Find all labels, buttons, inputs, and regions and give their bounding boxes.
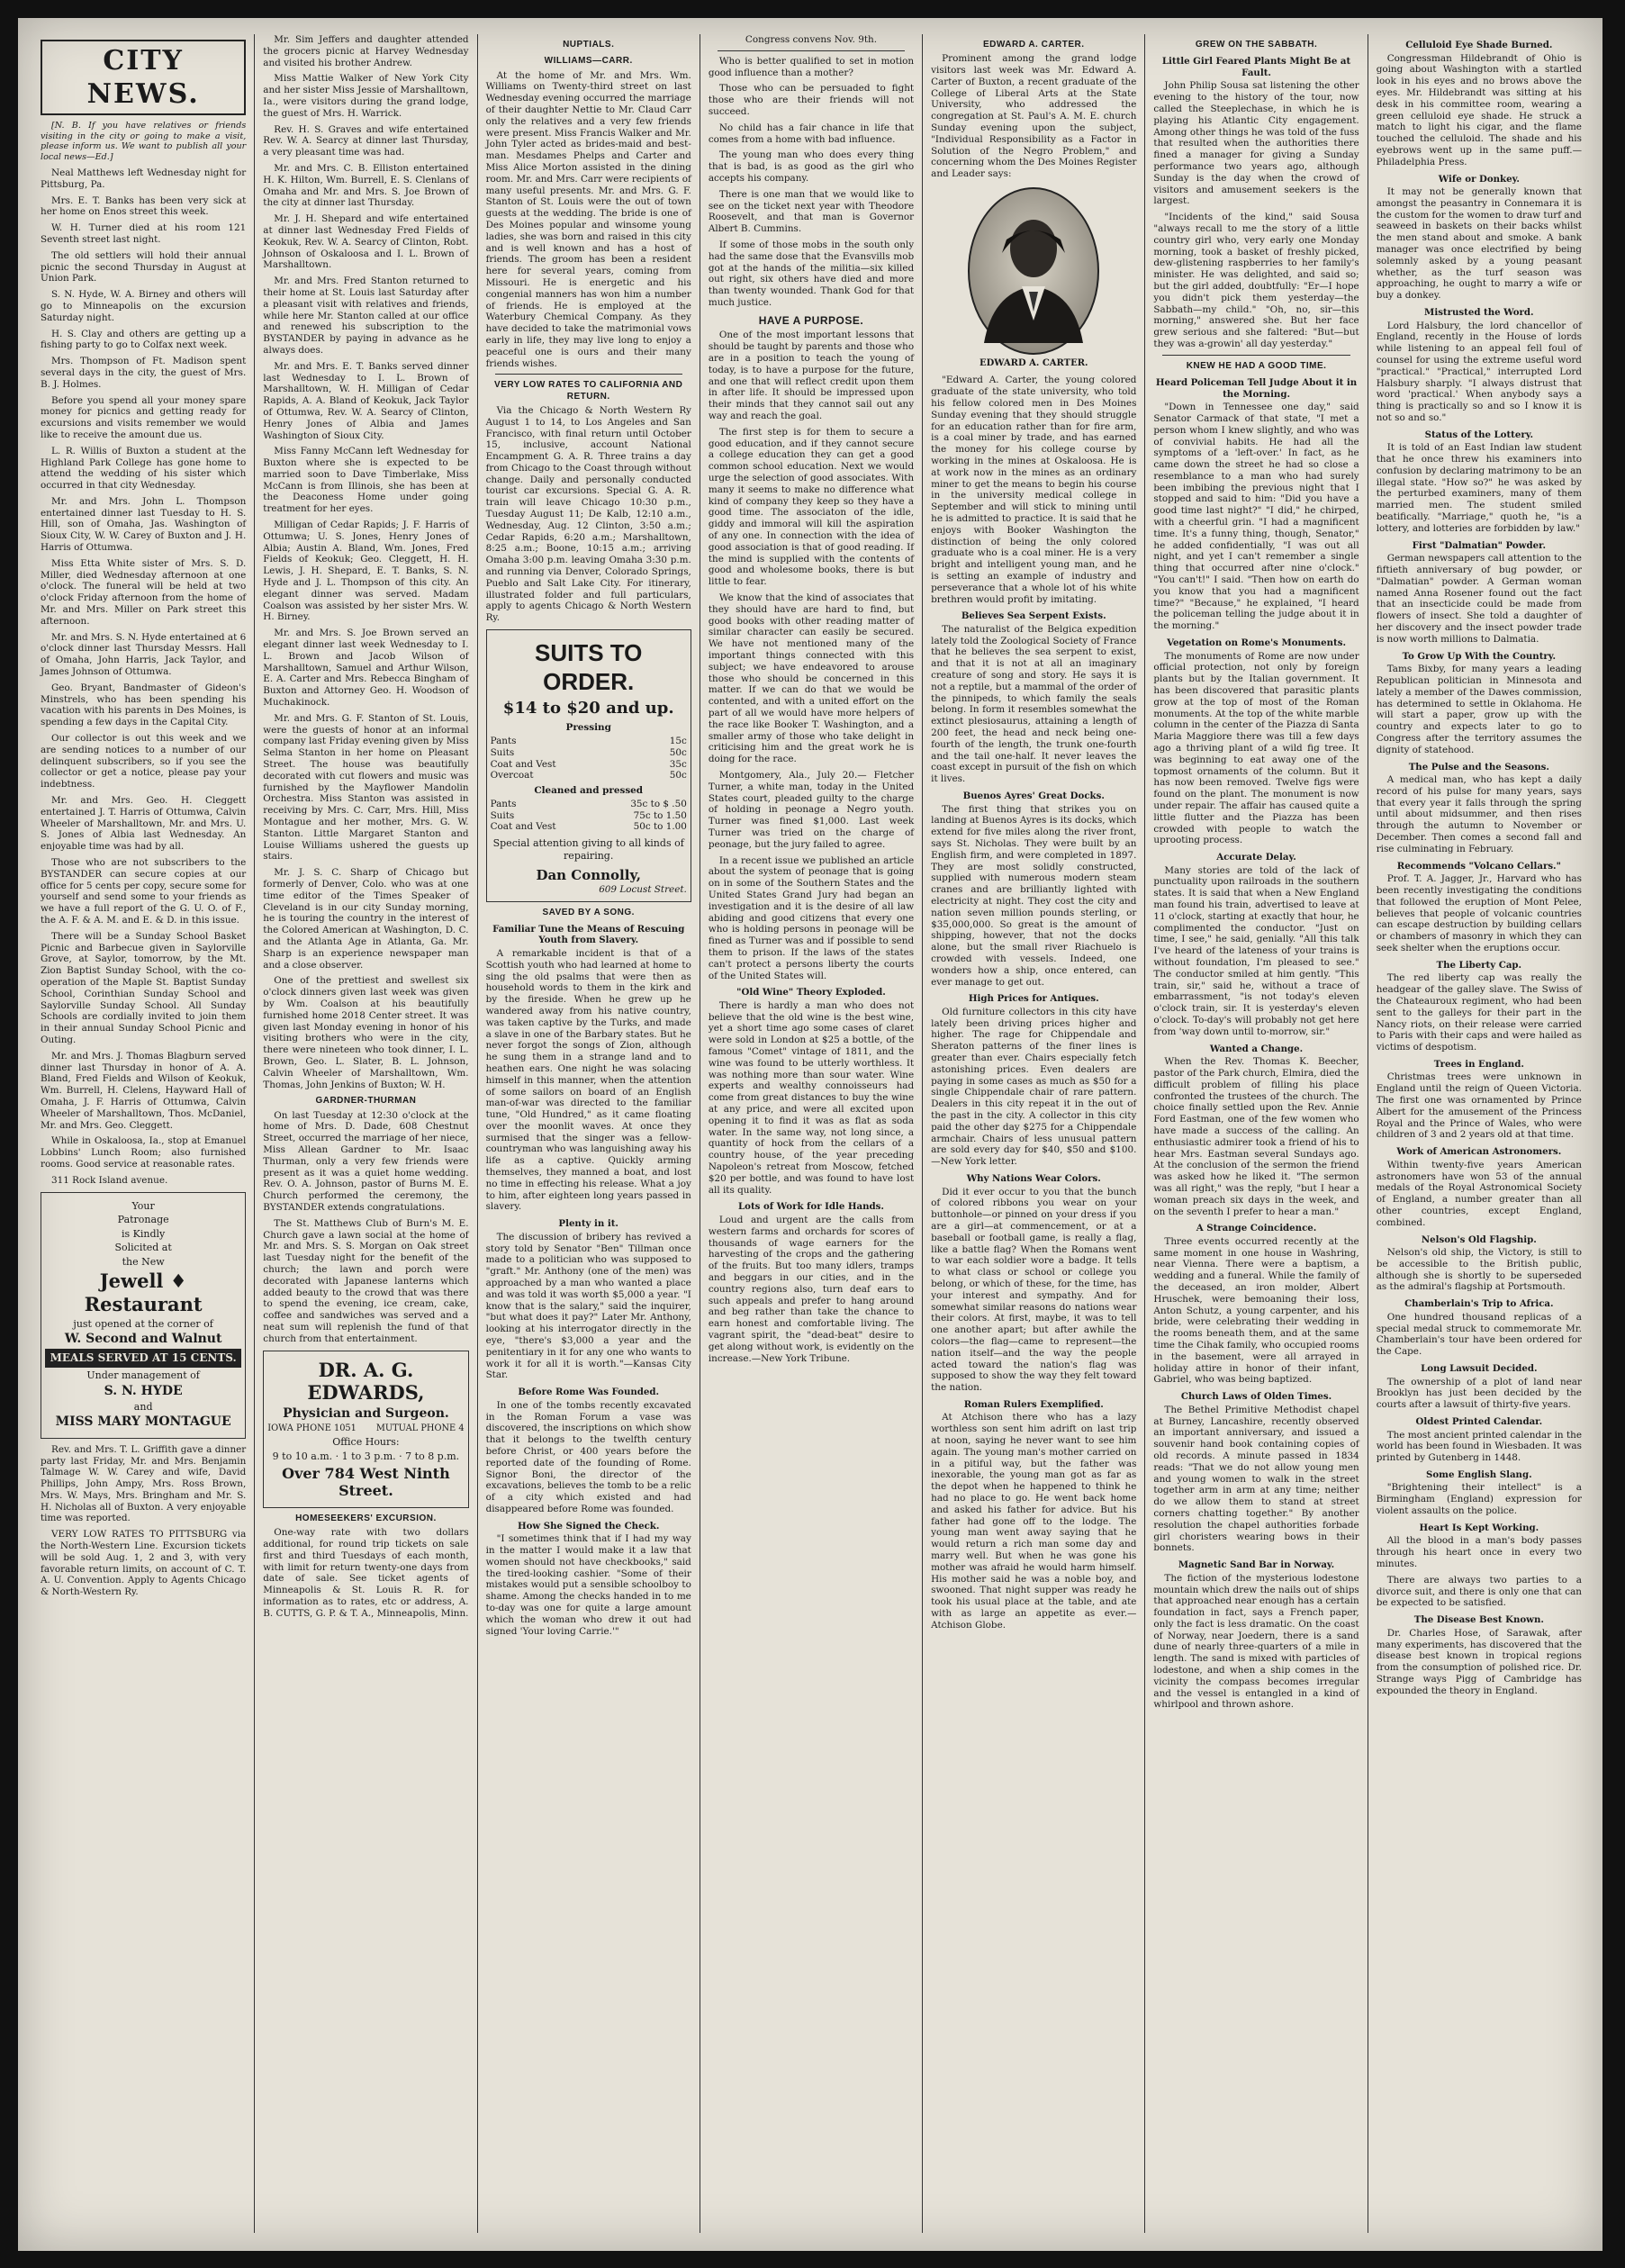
- column-1: [32, 34, 255, 2233]
- item-heading: Wife or Donkey.: [1438, 173, 1520, 185]
- item-text: Congressman Hildebrandt of Ohio is going about Washington with a startled look in his eyes and no brows above the eyes. Mr. Hildebrandt was sitting at his desk in his committee room, wearing a green celluloid eye shade. He struck a match to light his cigar, and the flame touched the celluloid. The shade and his eyebrows went up in the same puff.—Philadelphia Press.: [1376, 52, 1582, 167]
- price-row: [491, 821, 687, 833]
- sabbath-text-2: "Incidents of the kind," said Sousa "always recall to me the story of a little country girl who, very early one Monday morning, took a basket of freshly picked, dew-glistening raspberries to her family's minister. He was delighted, and said so; but the girl added, doubtfully: "Er—I hope you didn't pick them yesterday—the Sabbath—my child." "Oh, no, sir—this morning," answered she. But her face grew serious and she faltered: "But—but they was a-growin' all day yesterday.": [1153, 212, 1359, 349]
- news-item: Mr. and Mrs. S. Joe Brown served an elegant dinner last week Wednesday to I. L. Brown and Jacob Wilson of Marshalltown, Samuel and Arthur Wilson, E. A. Carter and Mrs. Rebecca Bingham of Buxton and Attorney Geo. H. Woodson of Muchakinock.: [263, 628, 469, 709]
- city-news-title: CITY NEWS.: [86, 45, 200, 110]
- news-item: Milligan of Cedar Rapids; J. F. Harris of Ottumwa; U. S. Jones, Henry Jones of Albia; Austin A. Bland, Wm. Jones, Fred Fields of Keokuk; Geo. Cleggett, H. H. Lewis, J. H. Shepard, E. T. Banks, S. N. Hyde and J. L. Thompson of this city. An elegant dinner was served. Madam Coalson was assisted by her sister Mrs. W. H. Birney.: [263, 520, 469, 623]
- news-item: Mrs. E. T. Banks has been very sick at her home on Enos street this week.: [41, 194, 247, 218]
- sand-bar-text: The fiction of the mysterious lodestone mountain which drew the nails out of ships that approached near enough has a certain foundation in fact, says a French paper, only the fact is less dramatic. On the coast of Norway, near Joedern, there is a sand dune of nearly three-quarters of a mile in length. The sand is mixed with particles of lodestone, and when a ship comes in the vicinity the compass becomes irregular and the vessel is entangled in a kind of whirlpool and thrown ashore.: [1153, 1572, 1359, 1711]
- item-heading: Oldest Printed Calendar.: [1415, 1415, 1543, 1427]
- price-row: [491, 799, 687, 810]
- delay-heading: Accurate Delay.: [1216, 852, 1296, 863]
- vegetation-heading: Vegetation on Rome's Monuments.: [1167, 637, 1346, 649]
- signed-check-text: "I sometimes think that if I had my way in the matter I would make it a law that women should not have checkbooks," said the tired-looking cashier. "Some of their mistakes would put a sensible schoolboy to shame. Among the checks handed in to me to-day was one for quite a large amount which the woman who drew it out had signed 'Your loving Carrie.'": [485, 1533, 691, 1637]
- restaurant-name: Jewell ♦ Restaurant: [84, 1270, 203, 1315]
- news-item: Our collector is out this week and we are sending notices to a number of our delinquent subscribers, so if you see the collector or get a notice, please pay your indebtness.: [41, 733, 247, 791]
- item-heading: Nelson's Old Flagship.: [1421, 1233, 1537, 1245]
- ad-and: and: [133, 1400, 153, 1413]
- change-heading: Wanted a Change.: [1209, 1043, 1304, 1054]
- colors-heading: Why Nations Wear Colors.: [966, 1173, 1101, 1184]
- portrait-caption: EDWARD A. CARTER.: [979, 358, 1088, 369]
- price-item: Pants: [490, 735, 517, 746]
- roman-rulers-text: At Atchison there who has a lazy worthless son sent him adrift on last trip at noon, saying he never want to see him again. The young man's mother carried on in a pitiful way, but the father was inexorable, the young man got as far as the depot when he happened to think he had no place to go. He went back home and asked his father for advice. But his father had gone off to the lodge. The young man went away saying that he would return a rich man some day and marry well. But when he was gone his mother was afraid he would harm himself. His mother said he was a noble boy, and swooned. That night supper was ready he took his usual place at the table, and ate with as large an appetite as ever.—Atchison Globe.: [931, 1412, 1137, 1631]
- item-heading: Mistrusted the Word.: [1424, 307, 1534, 319]
- item-heading: Recommends "Volcano Cellars.": [1396, 860, 1561, 872]
- idle-hands-heading: Lots of Work for Idle Hands.: [738, 1201, 884, 1213]
- ad-line: Your: [131, 1199, 155, 1212]
- item-text: Prof. T. A. Jagger, Jr., Harvard who has been recently investigating the conditions that followed the eruption of Mont Pelee, believes that people of volcanic countries can escape destruction by building cellars or chambers of masonry in which they can seek shelter when the eruptions occur.: [1376, 873, 1582, 953]
- doctor-address: Over 784 West Ninth Street.: [282, 1464, 450, 1500]
- california-rates-heading: VERY LOW RATES TO CALIFORNIA AND RETURN.: [494, 380, 683, 402]
- williams-carr-text: At the home of Mr. and Mrs. Wm. Williams on Twenty-third street on last Wednesday evening occurred the marriage of their daughter Nettie to Mr. Claud Carr only the relatives and a very few friends were present. Miss Francis Walker and Mr. John Tyler acted as brides-maid and best-man. Mesdames Phelps and Carter and Miss Alice Morton assisted in the dining room. Mr. and Mrs. Carr were recipients of many useful presents. Mr. and Mrs. G. F. Stanton of St. Louis were the out of town guests at the wedding. The bride is one of Des Moines popular and winsome young ladies, she was born and raised in this city and is well known and has a host of friends. The groom has been a resident here for several years, coming from Missouri. He is energetic and his congenial manners has won him a number of friends. He is employed at the Waterbury Chemical Company. As they have decided to take the matrimonial vows early in life, they may live long to enjoy a peaceful one is ours and their many friends wishes.: [485, 69, 691, 369]
- item-text: Nelson's old ship, the Victory, is still to be accessible to the British public, although she is shortly to be superseded as the admiral's flagship at Portsmouth.: [1376, 1247, 1582, 1293]
- portrait-image: [966, 185, 1101, 357]
- church-laws-text: The Bethel Primitive Methodist chapel at Burney, Lancashire, recently observed an important anniversary, and issued a souvenir hand book containing copies of old records. A minute passed in 1834 reads: "That we do not allow young men and young women to walk in the street together arm in arm at any time; neither do we allow them to stand at street corners chatting together." By another resolution the chapel authorities forbade girl choristers wearing bows in their bonnets.: [1153, 1404, 1359, 1554]
- price-row: [491, 810, 687, 822]
- item-text: The red liberty cap was really the headgear of the galley slave. The Swiss of the Chateauroux regiment, who had been sent to the galleys for their part in the Nancy riots, on their release were carried to Paris with their caps and were hailed as victims of despotism.: [1376, 972, 1582, 1053]
- price-item: Coat and Vest: [490, 821, 556, 833]
- cleaned-prices: [491, 799, 687, 833]
- item-heading: First "Dalmatian" Powder.: [1412, 539, 1547, 551]
- dr-edwards-ad: [263, 1351, 468, 1508]
- price-item: Suits: [490, 809, 515, 821]
- price-item: Coat and Vest: [490, 758, 556, 770]
- news-item: VERY LOW RATES TO PITTSBURG via the North-Western Line. Excursion tickets will be sold Aug. 1, 2 and 3, with very favorable return limits, on account of C. T. A. U. Convention. Apply to Agents Chicago & North-Western Ry.: [41, 1529, 247, 1598]
- ad-person: MISS MARY MONTAGUE: [55, 1414, 231, 1430]
- purpose-paragraph: In a recent issue we published an article about the system of peonage that is going on in some of the Southern States and the United States Grand Jury had began an investigation and it is the desire of all law abiding and good citizens that every one who is holding persons in peonage will be fined as Turner was and if possible to send them to prison. If the laws of the states can't protect a persons liberty the courts of the United States will.: [708, 854, 915, 981]
- item-text: The most ancient printed calendar in the world has been found in Wiesbaden. It was printed by Gutenberg in 1448.: [1376, 1429, 1582, 1464]
- newspaper-page: [18, 18, 1602, 2251]
- news-item: Miss Mattie Walker of New York City and her sister Miss Jessie of Marshalltown, Ia., were visitors during the grand lodge, the guest of Mrs. H. Warrick.: [263, 73, 469, 119]
- item-text: Lord Halsbury, the lord chancellor of England, recently in the House of lords while listening to an appeal fell foul of counsel for using the extreme useful word "practical." "Practical," interrupted Lord Halsbury sharply. "I always distrust that word 'practical.' When anybody says a thing is practically so and so I know it is not so and so.": [1376, 320, 1582, 423]
- ad-line: the New: [122, 1255, 165, 1268]
- sabbath-subheading: Little Girl Feared Plants Might Be at Fault.: [1161, 56, 1351, 78]
- doctor-title: Physician and Surgeon.: [283, 1406, 449, 1422]
- coincidence-text: Three events occurred recently at the same moment in one house in Washring, near Vienna. There were a baptism, a wedding and a funeral. While the family of the deceased, an iron molder, Albert Hruschek, were bemoaning their loss, Anton Schutz, a young carpenter, and his bride, were celebrating their wedding in the rooms beneath them, and at the same time the Cihak family, who occupied rooms in the basement, were all arrayed in holiday attire in honor of their infant, Gabriel, who was being baptized.: [1153, 1235, 1359, 1386]
- news-item: Mr. and Mrs. John L. Thompson entertained dinner last Tuesday to H. S. Hill, son of Omaha, Jas. Washington of Sioux City, W. W. Carey of Buxton and J. H. Harris of Ottumwa.: [41, 495, 247, 554]
- news-item: Miss Etta White sister of Mrs. S. D. Miller, died Wednesday afternoon at one o'clock. The funeral will be held at two o'clock Friday afternoon from the home of Mr. and Mrs. Miller on Park street this afternoon.: [41, 557, 247, 627]
- city-news-header: [41, 40, 246, 115]
- vegetation-text: The monuments of Rome are now under official protection, not only by foreign plants but by the Italian government. It has been discovered that parasitic plants grow at the top of most of the Roman monuments. At the top of the white marble column in the center of the Piazza di Santa Maria Maggiore there was till a few days ago a thriving plant of a wild fig tree. It was beginning to eat away one of the topmost ornaments of the column. But it has now been removed. Twelve figs were found on the plant. The monument is now under repair. The affair has caused quite a little flutter and the Piazza has been crowded with people to watch the uprooting process.: [1153, 650, 1359, 846]
- editorial-item: If some of those mobs in the south only had the same dose that the Evansvills mob got at the hands of the militia—six killed out right, six others have died and more than twenty wounded. Thank God for that much justice.: [708, 239, 915, 308]
- saved-by-song-subheading: Familiar Tune the Means of Rescuing Youth from Slavery.: [492, 923, 685, 946]
- ad-management: Under management of: [86, 1369, 200, 1382]
- carter-portrait: [931, 185, 1136, 357]
- column-3: [478, 34, 700, 2233]
- item-text: One hundred thousand replicas of a special medal struck to commemorate Mr. Chamberlain's tour have been ordered for the Cape.: [1376, 1311, 1582, 1358]
- price-value: 15c: [669, 735, 687, 746]
- purpose-paragraph: The first step is for them to secure a good education, and if they cannot secure a college education they can get a good common school education. Next we would urge the selection of good associates. With many it seems to make no difference what kind of company they keep so they have a good time. The associaton of the idle, giddy and immoral will kill the aspiration of any one. In connection with the idea of good association is that of good reading. If the mind is supplied with the contents of good and wholesome books, there is but little to fear.: [708, 426, 915, 588]
- carter-body: "Edward A. Carter, the young colored graduate of the state university, who told his fellow colored men in Des Moines Sunday evening that they should struggle for an education rather than for fire arm, is a coal miner by trade, and has earned the money for his college course by working in the mines at Oskaloosa. He is at work now in the mines as an ordinary miner to get the means to begin his course in the university medical college in September and will stick to mining until he is admitted to practice. It is said that he enjoys with Booker Washington the distinction of being the only colored graduate who is a coal miner. He is a very bright and intelligent young man, and he is setting an example of industry and perseverance that a whole lot of his white brethren would profit by imitating.: [931, 375, 1137, 605]
- item-heading: Work of American Astronomers.: [1396, 1146, 1562, 1158]
- price-value: 50c to 1.00: [633, 821, 687, 833]
- columns: [32, 34, 1590, 2233]
- sabbath-heading: GREW ON THE SABBATH.: [1195, 40, 1318, 50]
- carter-heading: EDWARD A. CARTER.: [982, 40, 1085, 50]
- carter-intro: Prominent among the grand lodge visitors last week was Mr. Edward A. Carter of Buxton, a recent graduate of the College of Liberal Arts at the State University, who addressed the congregation at St. Paul's A. M. E. church Sunday evening upon the subject, "Individual Responsibility as a Factor in Solution of the Negro Problem," and concerning whom the Des Moines Register and Leader says:: [931, 53, 1137, 180]
- purpose-paragraph: One of the most important lessons that should be taught by parents and those who are in a position to teach the young of today, is to have a purpose for the future, and one that will reflect credit upon them in after life. It should be impressed upon their minds that they cannot sail out any way and reach the goal.: [708, 330, 915, 422]
- divider: [495, 374, 682, 375]
- item-heading: Status of the Lottery.: [1424, 429, 1534, 440]
- mutual-phone: MUTUAL PHONE 4: [375, 1423, 465, 1434]
- purpose-paragraph: Montgomery, Ala., July 20.— Fletcher Turner, a white man, today in the United States court, pleaded guilty to the charge of holding in peonage a Negro youth. Turner was fined $1,000. Last week Turner was tried on the charge of peonage, but the jury failed to agree.: [708, 769, 915, 850]
- news-item: Those who are not subscribers to the BYSTANDER can secure copies at our office for 5 cents per copy, secure some for yourself and send some to your friends as we have a full report of the G. U. O. of F., the A. F. & A. M. and E. & D. in this issue.: [41, 857, 247, 926]
- price-item: Suits: [490, 746, 515, 758]
- after-ad-items: [41, 1444, 246, 1598]
- purpose-paragraph: We know that the kind of associates that they should have are hard to find, but good books with other reading matter of similar character can easily be secured. We have not mentioned many of the important things connected with this subject; we have endeavored to arouse those who should be concerned in this matter. If we can do that we would be contented, and with a united effort on the part of all we would have more helpers of the race like Booker T. Washington, and a smaller army of those who take delight in criticising him and the great work he is doing for the race.: [708, 592, 915, 765]
- office-hours-label: Office Hours:: [332, 1436, 400, 1449]
- news-item: Mr. and Mrs. C. B. Elliston entertained H. K. Hilton, Wm. Burrell, E. S. Clenlans of Omaha and Mr. and Mrs. S. Joe Brown of the city at dinner last Thursday.: [263, 162, 469, 209]
- item-text: Christmas trees were unknown in England until the reign of Queen Victoria. The first one was ornamented by Prince Albert for the amusement of the Princess Royal and the Prince of Wales, who were children of 3 and 2 years old at that time.: [1376, 1071, 1582, 1141]
- item-text: Tams Bixby, for many years a leading Republican politician in Minnesota and lately a member of the Dawes commission, has determined to settle in Oklahoma. He will start a paper, grow up with the country and expects later to go to Congress after the territory assumes the dignity of statehood.: [1376, 664, 1582, 755]
- shop-name: Dan Connolly,: [536, 867, 641, 884]
- news-item: Mr. and Mrs. J. Thomas Blagburn served dinner last Thursday in honor of A. A. Bland, Fred Fields and Wilson of Keokuk, Wm. Burrell, H. Clelens, Hayward Hall of Omaha, J. F. Harris of Ottumwa, Calvin Wheeler of Marshalltown, Thos. McDaniel, Mr. and Mrs. Geo. Cleggett.: [41, 1050, 247, 1131]
- news-item: There will be a Sunday School Basket Picnic and Barbecue given in Saylorville Grove, at Saylor, tomorrow, by the Mt. Zion Baptist Sunday School, with the co-operation of the Maple St. Baptist Sunday School, Corinthian Sunday School and Saylorville Sunday School. All Sunday Schools are cordially invited to join them in their annual Sunday School Picnic and Outing.: [41, 930, 247, 1045]
- saved-by-song-text: A remarkable incident is that of a Scottish youth who had learned at home to sing the old psalms that were then as household words to them in the kirk and by the fireside. When he grew up he wandered away from his native country, was taken captive by the Turks, and made a slave in one of the Barbary states. But he never forgot the songs of Zion, although he sung them in a strange land and to heathen ears. One night he was solacing himself in this manner, when the attention of some sailors on board of an English man-of-war was directed to the familiar tune, "Old Hundred," as it came floating over the moonlit waves. At once they surmised that the singer was a fellow-countryman who was languishing away his life as a captive. Quickly arming themselves, they manned a boat, and lost no time in effecting his release. What a joy to him, after eighteen long years passed in slavery.: [485, 947, 691, 1213]
- suits-title: SUITS TO ORDER.: [534, 639, 643, 696]
- plenty-text: The discussion of bribery has revived a story told by Senator "Ben" Tillman once made to a politician who was supposed to "graft." Mr. Anthony (one of the men) was approached by a man who wanted a place and was told it was worth $5,000 a year. "I know that is the salary," said the inquirer, "but what does it pay?" Later Mr. Anthony, looking at his interrogator directly in the eye, "there's $3,000 a year and the penitentiary in it for any one who wants to work it for all it is worth."—Kansas City Star.: [485, 1231, 691, 1381]
- news-item: Mr. and Mrs. G. F. Stanton of St. Louis, were the guests of honor at an informal company last Friday evening given by Miss Selma Stanton in her home on Pleasant Street. The house was beautifully decorated with cut flowers and music was furnished by the Mayflower Mandolin Orchestra. Miss Stanton was assisted in receiving by Mrs. C. Carr, Mrs. Hill, Miss Montague and her mother, Mrs. G. W. Stanton. Little Margaret Stanton and Louise Williams ushered the guests up stairs.: [263, 712, 469, 863]
- rome-text: In one of the tombs recently excavated in the Roman Forum a vase was discovered, the inscriptions on which show that it belongs to the twelfth century before Christ, or 400 years before the reported date of the founding of Rome. Signor Boni, the director of the excavations, believes the tomb to be a relic of a city which existed and had disappeared before Rome was founded.: [485, 1399, 691, 1514]
- ad-opened: just opened at the corner of: [73, 1317, 213, 1330]
- price-value: 50c: [669, 746, 687, 758]
- news-item: L. R. Willis of Buxton a student at the Highland Park College has gone home to attend the wedding of his sister which occurred in that city Wednesday.: [41, 445, 247, 492]
- price-value: 50c: [669, 770, 687, 782]
- item-heading: Chamberlain's Trip to Africa.: [1404, 1298, 1554, 1310]
- serpent-text: The naturalist of the Belgica expedition lately told the Zoological Society of France that he believes the sea serpent to exist, and that it is not at all an imaginary creature of song and story. He says it is not a reptile, but a mammal of the order of the pinnipeds, to which family the seals belong. In form it resembles somewhat the extinct plesiosaurus, attaining a length of 200 feet, the head and neck being one-fourth of the length, the trunk one-fourth and the tail one-half. It never leaves the coast except in pursuit of the fish on which it lives.: [931, 623, 1137, 785]
- news-item: H. S. Clay and others are getting up a fishing party to go to Colfax next week.: [41, 328, 247, 351]
- column-5: [923, 34, 1145, 2233]
- item-text: A medical man, who has kept a daily record of his pulse for many years, says that every year it falls through the spring until about midsummer, and then rises through the autumn to November or December. Then comes a second fall and rise culminating in February.: [1376, 774, 1582, 854]
- news-item: Neal Matthews left Wednesday night for Pittsburg, Pa.: [41, 167, 247, 190]
- church-laws-heading: Church Laws of Olden Times.: [1180, 1391, 1332, 1403]
- change-text: When the Rev. Thomas K. Beecher, pastor of the Park church, Elmira, died the difficult problem of filling his place confronted the trustees of the church. The choice finally settled upon the Rev. Annie Ford Eastman, one of the few women who have made a success of the calling. An enthusiastic admirer took a friend of his to hear Mrs. Eastman several Sundays ago. At the conclusion of the sermon the friend was asked how he liked it. "The sermon was all right," was the reply, "but I hear a woman preach six days in the week, and on the seventh I prefer to hear a man.": [1153, 1056, 1359, 1217]
- nuptials-heading: NUPTIALS.: [563, 40, 615, 50]
- news-item: 311 Rock Island avenue.: [51, 1174, 168, 1186]
- editorial-item: Those who can be persuaded to fight those who are their friends will not succeed.: [708, 83, 915, 117]
- shop-address: 609 Locust Street.: [599, 883, 687, 895]
- sabbath-text-1: John Philip Sousa sat listening the other evening to the history of the tour, now called the Steeplechase, in which he is playing his Atlantic City engagement. Among other things he was told of the fuss that resulted when the authorities there fined a manager for giving a Sunday performance two years ago, although Sunday is the day when the crowd of visitors and amusement seekers is the largest.: [1153, 80, 1359, 207]
- editorial-item: The young man who does every thing that is bad, is as good as the girl who accepts his company.: [708, 149, 915, 184]
- item-text: All the blood in a man's body passes through his heart once in every two minutes.: [1376, 1535, 1582, 1569]
- sand-bar-heading: Magnetic Sand Bar in Norway.: [1178, 1559, 1335, 1571]
- item-heading: The Disease Best Known.: [1413, 1614, 1544, 1626]
- news-item: Geo. Bryant, Bandmaster of Gideon's Minstrels, who has been spending his vacation with his parents in Des Moines, is spending a few days in the Capital City.: [41, 682, 247, 728]
- item-text: There are always two parties to a divorce suit, and there is only one that can be expected to be satisfied.: [1376, 1574, 1582, 1609]
- have-a-purpose-text: [709, 330, 914, 981]
- delay-text: Many stories are told of the lack of punctuality upon railroads in the southern states. It is said that when a New England man found his train, advertised to leave at 11 o'clock, starting at exactly that hour, he complimented the conductor. "Just on time, I see," he said, genially. "All this talk I've heard of the lateness of your trains is without foundation, I'm pleased to see." The conductor smiled at him gently. "This train, sir," said he, without a trace of embarrassment, "is not today's eleven o'clock train, sir. It is yesterday's eleven o'clock. To-day's will probably not get here from 'way down until to-morrow, sir.": [1153, 864, 1359, 1037]
- item-text: It may not be generally known that amongst the peasantry in Connemara it is the custom for the women to draw turf and seaweed in baskets on their backs whilst the men stand about and smoke. A bank manager was once electrified by being solemnly asked by a young peasant whether, as the turf season was approaching, he ought to marry a wife or buy a donkey.: [1376, 186, 1582, 302]
- item-text: Within twenty-five years American astronomers have won 53 of the annual medals of the Royal Astronomical Society of England, a number greater than all other countries, except England, combined.: [1376, 1159, 1582, 1228]
- repair-note: Special attention giving to all kinds of repairing.: [492, 837, 684, 862]
- news-item: Mr. J. H. Shepard and wife entertained at dinner last Wednesday Fred Fields of Keokuk, Rev. W. A. Searcy of Clinton, Robt. Johnson of Oskaloosa and I. L. Brown of Marshalltown.: [263, 213, 469, 271]
- docks-heading: Buenos Ayres' Great Docks.: [962, 791, 1105, 801]
- editor-note: [N. B. If you have relatives or friends visiting in the city or going to make a visit, please inform us. We want to publish all your local news—Ed.]: [41, 120, 247, 163]
- short-items: [1377, 40, 1582, 1696]
- column-4: [700, 34, 923, 2233]
- editorial-items: [709, 56, 914, 309]
- pressing-prices: [491, 736, 687, 782]
- iowa-phone: IOWA PHONE 1051: [267, 1423, 357, 1434]
- gardner-thurman-heading: GARDNER-THURMAN: [315, 1096, 417, 1107]
- society-items-tail: [263, 1218, 468, 1345]
- news-item: The St. Matthews Club of Burn's M. E. Church gave a lawn social at the home of Mr. and Mrs. S. S. Morgan on Oak street last Tuesday night for the benefit of the church; the lawn and porch were decorated with Japanese lanterns which added beauty to the crowd that was there to spend the evening, ice cream, cake, coffee and sandwiches was served and a neat sum will replenish the fund of that church from that entertainment.: [263, 1217, 469, 1344]
- good-time-subheading: Heard Policeman Tell Judge About it in the Morning.: [1155, 377, 1358, 400]
- ad-line: is Kindly: [122, 1227, 166, 1240]
- society-items: [263, 34, 468, 1090]
- cleaned-heading: Cleaned and pressed: [534, 785, 644, 797]
- price-item: Pants: [490, 798, 517, 809]
- editorial-item: There is one man that we would like to see on the ticket next year with Theodore Roosevelt, and that man is Governor Albert B. Cummins.: [708, 188, 915, 235]
- column-7: [1368, 34, 1590, 2233]
- ad-line: Solicited at: [114, 1242, 172, 1254]
- news-item: While in Oskaloosa, Ia., stop at Emanuel Lobbins' Lunch Room; also furnished rooms. Good service at reasonable rates.: [41, 1135, 247, 1170]
- item-text: "Brightening their intellect" is a Birmingham (England) expression for violent assaults on the police.: [1376, 1482, 1582, 1517]
- divider: [718, 50, 905, 51]
- pressing-heading: Pressing: [565, 722, 611, 734]
- price-row: [491, 747, 687, 759]
- price-value: 75c to 1.50: [633, 809, 687, 821]
- ad-corner: W. Second and Walnut: [64, 1332, 222, 1347]
- idle-hands-text: Loud and urgent are the calls from western farms and orchards for scores of thousands of wage earners for the harvesting of the crops and the gathering of the fruits. But too many idlers, tramps and beggars in our cities, and in the country regions also, turn deaf ears to such appeals and prefer to hang around and beg rather than take the chance to earn honest and comfortable living. The vagrant spirit, the "dead-beat" desire to get along without work, is evidently on the increase.—New York Tribune.: [708, 1214, 915, 1364]
- news-item: W. H. Turner died at his room 121 Seventh street last night.: [41, 222, 247, 245]
- gardner-thurman-text: On last Tuesday at 12:30 o'clock at the home of Mrs. D. Dade, 608 Chestnut Street, occurred the marriage of her niece, Miss Allean Gardner to Mr. Isaac Thurman, only a very few friends were present as it was a quiet home wedding. Rev. O. A. Johnson, pastor of Burns M. E. Church performed the ceremony, the BYSTANDER extends congratulations.: [263, 1109, 469, 1213]
- doctor-name: DR. A. G. EDWARDS,: [307, 1358, 425, 1405]
- homeseekers-text: One-way rate with two dollars additional, for round trip tickets on sale first and third Tuesdays of each month, with limit for return twenty-one days from date of sale. See ticket agents of Minneapolis & St. Louis R. R. for information as to rates, etc or address, A. B. CUTTS, G. P. & T. A., Minneapolis, Minn.: [263, 1527, 469, 1619]
- price-row: [491, 736, 687, 747]
- news-item: The old settlers will hold their annual picnic the second Thursday in August at Union Park.: [41, 249, 247, 285]
- california-rates-text: Via the Chicago & North Western Ry August 1 to 14, to Los Angeles and San Francisco, with final return until October 15, inclusive, account National Encampment G. A. R. Three trains a day from Chicago to the Coast through without change. Daily and personally conducted tourist car excursions. Special G. A. R. train will leave Chicago 10:30 p.m., Tuesday August 11; De Kalb, 12:10 a.m., Wednesday, Aug. 12 Clinton, 3:50 a.m.; Cedar Rapids, 6:20 a.m.; Marshalltown, 8:25 a.m.; Boone, 10:15 a.m.; arriving Omaha 3:00 p.m. leaving Omaha 3:30 p.m. and running via Denver, Colorado Springs, Pueblo and Salt Lake City. For itinerary, illustrated folder and full particulars, apply to agents Chicago & North Western Ry.: [485, 404, 691, 624]
- news-item: Mr. and Mrs. Fred Stanton returned to their home at St. Louis last Saturday after a pleasant visit with relatives and friends, while here Mr. Stanton called at our office and renewed his subscription to the BYSTANDER by paying in advance as he always does.: [263, 276, 469, 356]
- item-heading: Trees in England.: [1433, 1058, 1524, 1070]
- news-item: Miss Fanny McCann left Wednesday for Buxton where she is expected to be married soon to Dave Timberlake, Miss McCann is from Illinois, she has been at the Deaconess Home under going treatment for her eyes.: [263, 446, 469, 515]
- signed-check-heading: How She Signed the Check.: [518, 1520, 660, 1532]
- coincidence-heading: A Strange Coincidence.: [1196, 1223, 1317, 1234]
- old-wine-heading: "Old Wine" Theory Exploded.: [736, 987, 886, 998]
- news-item: Mrs. Thompson of Ft. Madison spent several days in the city, the guest of Mrs. B. J. Holmes.: [41, 356, 247, 390]
- price-item: Overcoat: [490, 770, 534, 782]
- item-heading: Heart Is Kept Working.: [1419, 1522, 1539, 1533]
- news-item: S. N. Hyde, W. A. Birney and others will go to Minneapolis on the excursion Saturday night.: [41, 289, 247, 323]
- news-item: Rev. and Mrs. T. L. Griffith gave a dinner party last Friday, Mr. and Mrs. Benjamin Talmage W. W. Carey and wife, David Phillips, John Ampy, Mrs. Ross Brown, Mrs. W. Mays, Mrs. Bringham and Mr. S. H. Nicholas all of Buxton. A very enjoyable time was reported.: [41, 1443, 247, 1524]
- price-row: [491, 770, 687, 782]
- news-item: Mr. and Mrs. E. T. Banks served dinner last Wednesday to I. L. Brown of Marshalltown, W. H. Milligan of Cedar Rapids, A. A. Bland of Keokuk, Jack Taylor of Ottumwa, Rev. W. A. Searcy of Clinton, Henry Jones of Albia and James Washington of Sioux City.: [263, 360, 469, 441]
- column-2: [255, 34, 477, 2233]
- news-item: Mr. Sim Jeffers and daughter attended the grocers picnic at Harvey Wednesday and visited his brother Andrew.: [263, 34, 469, 68]
- news-item: Mr. and Mrs. Geo. H. Cleggett entertained J. T. Harris of Ottumwa, Calvin Wheeler of Marshalltown, Mr. and Mrs. U. S. Jones of Albia last Wednesday. An enjoyable time was had by all.: [41, 795, 247, 853]
- plenty-heading: Plenty in it.: [558, 1218, 618, 1230]
- good-time-heading: KNEW HE HAD A GOOD TIME.: [1186, 360, 1327, 371]
- ad-line: Patronage: [117, 1214, 169, 1226]
- divider: [1162, 355, 1350, 356]
- item-heading: The Liberty Cap.: [1436, 959, 1522, 971]
- news-item: Mr. J. S. C. Sharp of Chicago but formerly of Denver, Colo. who was at one time editor of the Times Speaker of Cleveland is in our city Sunday morning, he is touring the country in the interest of the Colored American at Washington, D. C. and the Atlanta Age in Atlanta, Ga. Mr. Sharp is an experience newspaper man and a close observer.: [263, 867, 469, 971]
- news-item: Rev. H. S. Graves and wife entertained Rev. W. A. Searcy at dinner last Thursday, a very pleasant time was had.: [263, 123, 469, 158]
- item-heading: Some English Slang.: [1426, 1468, 1532, 1480]
- item-text: Dr. Charles Hose, of Sarawak, after many experiments, has discovered that the disease best known in tropical regions from the consumption of polished rice. Dr. Strange ways Pigg of Cambridge has expounded the theory in England.: [1376, 1627, 1582, 1696]
- item-heading: Long Lawsuit Decided.: [1421, 1363, 1538, 1375]
- saved-by-song-heading: SAVED BY A SONG.: [542, 907, 635, 917]
- news-item: One of the prettiest and swellest six o'clock dinners given last week was given by Wm. Coalson at his beautifully furnished home 2018 Center street. It was given last Monday evening in honor of his visiting brothers who were in the city, there were nineteen who took dinner, I. L. Brown, Geo. L. Slater, B. L. Johnson, Calvin Wheeler of Marshalltown, Wm. Thomas, John Jenkins of Buxton; W. H.: [263, 975, 469, 1090]
- suits-ad: [486, 629, 691, 902]
- item-heading: To Grow Up With the Country.: [1402, 650, 1557, 662]
- city-news-items: [41, 167, 246, 1187]
- price-row: [491, 759, 687, 771]
- news-item: Before you spend all your money spare money for picnics and getting ready for excursions and visits remember we would like to receive the amount due us.: [41, 394, 247, 440]
- price-value: 35c to $ .50: [630, 798, 687, 809]
- price-value: 35c: [669, 758, 687, 770]
- news-item: Mr. and Mrs. S. N. Hyde entertained at 6 o'clock dinner last Thursday Messrs. Hall of Omaha, John Harris, Jack Taylor, and James Johnson of Ottumwa.: [41, 631, 247, 678]
- item-text: German newspapers call attention to the fiftieth anniversary of bug powder, or "Dalmatian" powder. A German woman named Anna Rosener found out the fact that an insecticide could be made from flowers of insect. She told a daughter of her discovery and the insect powder trade is now worth millions to Dalmatia.: [1376, 553, 1582, 645]
- ad-person: S. N. HYDE: [104, 1383, 183, 1398]
- editorial-item: No child has a fair chance in life that comes from a home with bad influence.: [708, 122, 915, 145]
- item-heading: The Pulse and the Seasons.: [1408, 761, 1549, 773]
- have-a-purpose-heading: HAVE A PURPOSE.: [758, 313, 864, 327]
- colors-text: Did it ever occur to you that the bunch of colored ribbons you wear on your buttonhole—or pinned on your dress if you are a girl—at commencement, or at a baseball or football game, is really a flag, like a battle flag? When the Romans went to war each soldier wore a badge. It tells to what class or school or college you belong, or which of these, for the time, has your interest and sympathy. And for somewhat similar reasons do nations wear their colors. At first, maybe, it was to tell one another apart; but after awhile the colors—the flag—came to represent—the nation itself—and the way the people acted toward the nation's flag was supposed to show the way they felt toward the nation.: [931, 1186, 1137, 1394]
- column-6: [1145, 34, 1368, 2233]
- office-hours: 9 to 10 a.m. · 1 to 3 p.m. · 7 to 8 p.m.: [272, 1450, 460, 1462]
- ad-meals: MEALS SERVED AT 15 CENTS.: [45, 1349, 241, 1368]
- antiques-text: Old furniture collectors in this city have lately been driving prices higher and higher. The rage for Chippendale and Sheraton patterns of the finer lines is greater than ever. Chairs especially fetch astonishing prices. Even dealers are paying in some cases as much as $50 for a single Chippendale chair of rare pattern. Dealers in this city repeat it in the out of the past in the city. A collector in this city paid the other day $275 for a Chippendale armchair. Chairs of less unusual pattern are sold every day for $40, $50 and $100.—New York letter.: [931, 1006, 1137, 1168]
- item-text: The ownership of a plot of land near Brooklyn has just been decided by the courts after a lawsuit of thirty-five years.: [1376, 1376, 1582, 1411]
- congress-note: Congress convens Nov. 9th.: [745, 34, 878, 45]
- roman-rulers-heading: Roman Rulers Exemplified.: [963, 1398, 1104, 1410]
- antiques-heading: High Prices for Antiques.: [968, 993, 1099, 1005]
- suits-price: $14 to $20 and up.: [502, 698, 674, 718]
- rome-heading: Before Rome Was Founded.: [518, 1387, 660, 1398]
- old-wine-text: There is hardly a man who does not believe that the old wine is the best wine, yet a short time ago some cases of claret were sold in London at $25 a bottle, of the famous "Comet" vintage of 1811, and the wine was found to be utterly worthless. It was nothing more than sour water. Wine experts and wealthy connoisseurs had come from great distances to buy the wine at any price, and were all excited upon opening it to find it was as flat as soda water. In the same way, not long since, a quantity of hock from the cellars of a country house, of the year preceding Napoleon's retreat from Moscow, fetched $20 per bottle, and was found to have lost all its quality.: [708, 999, 915, 1196]
- williams-carr-heading: WILLIAMS—CARR.: [544, 56, 633, 67]
- good-time-text: "Down in Tennessee one day," said Senator Carmack of that state, "I met a person whom I knew slightly, and who was of convivial habits. He had all the symptoms of a 'left-over.' In fact, as he came down the street he had so close a resemblance to a man who had surely been imbibing the previous night that I stopped and said to him: "Did you have a good time last night?" "I did," he chirped, with a cheerful grin. "I had a magnificent time. It's a funny thing, though, Senator," he added confidentially, "I was out all night, and yet I can't remember a single thing that occurred after nine o'clock." "You can't!" I said. "Then how on earth do you know that you had a magnificent time?" "Because," he explained, "I heard the policeman telling the judge about it in the morning.": [1153, 402, 1359, 632]
- item-heading: Celluloid Eye Shade Burned.: [1405, 40, 1553, 50]
- editorial-item: Who is better qualified to set in motion good influence than a mother?: [708, 55, 915, 78]
- docks-text: The first thing that strikes you on landing at Buenos Ayres is its docks, which extend for five miles along the river front, says St. Nicholas. They were built by an English firm, and were completed in 1897. They are most solidly constructed, supplied with numerous modern steam cranes and are brilliantly lighted with electricity at night. They cost the city and nation seven million pounds sterling, or $35,000,000. So great is the amount of shipping, however, that not the docks alone, but the small river Riachuelo is crowded with vessels. Indeed, one wonders how a ship, once entered, can ever manage to get out.: [931, 803, 1137, 988]
- serpent-heading: Believes Sea Serpent Exists.: [961, 610, 1106, 622]
- homeseekers-heading: HOMESEEKERS' EXCURSION.: [295, 1513, 437, 1523]
- item-text: It is told of an East Indian law student that he once threw his examiners into confusion by declaring matrimony to be an illegal state. "How so?" he was asked by the perturbed examiners, many of them married men. The student smiled beatifically. "Marriage," quoth he, "is a lottery, and lotteries are forbidden by law.": [1376, 442, 1582, 534]
- jewell-restaurant-ad: [41, 1192, 246, 1439]
- phones: [267, 1423, 464, 1434]
